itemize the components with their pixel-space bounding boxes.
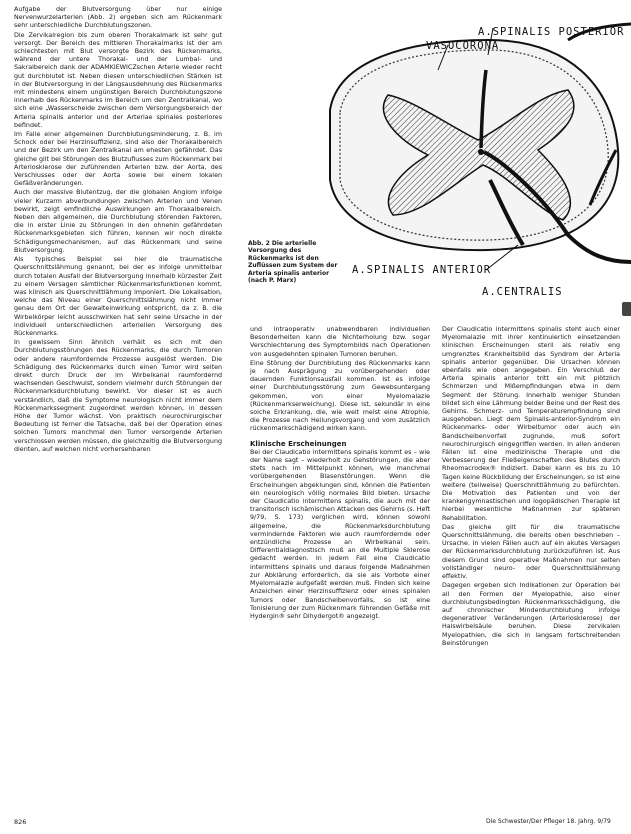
- paragraph: Aufgabe der Blutversorgung über nur einige Nervenwurzelarterien (Abb. 2) ergeben sich am Rückenmark sehr unterschiedliche Durchblutungszonen.: [14, 6, 222, 30]
- paragraph: Als typisches Beispiel sei hier die traumatische Querschnittslähmung genannt, bei der es infolge unmittelbar durch totalen Ausfall der Blutversorgung innerhalb kürzester Zeit zu einem Versagen sämtlicher Rückenmarksfunktionen kommt, was klinisch als Querschnittlähmung imponiert. Die Lokalisation, welche das Niveau einer Querschnittslähmung nicht immer genau dem Ort der Gewalteinwirkung entspricht, da z. B. die Wirbelkörper leicht ausschwirken hat sehr seine Ursache in der individuell unterschiedlichen arteriellen Versorgung des Rückenmarks.: [14, 256, 222, 337]
- label-vasocorona: VASOCORONA: [426, 40, 500, 52]
- paragraph: Bei der Claudicatio intermittens spinalis kommt es – wie der Name sagt – wiederholt zu Gehstörungen, die aber stets nach im Mittelpunkt können, wie manchmal vorübergehenden Blasenstörungen. Wenn die Erscheinungen abgeklungen sind, können die Patienten ein neurologisch völlig normales Bild bieten. Ursache der Claudicatio intermittens spinalis, die auch mit der transitorisch ischämischen Attacken des Gehirns (s. Heft 9/79, S. 173) verglichen wird, können sowohl allgemeine, die Rückenmarksdurchblutung vermindernde Faktoren wie auch raumfordernde oder entzündliche Prozesse an Wirbelkanal sein. Differentialdiagnostisch muß an die Multiple Sklerose gedacht werden. In jedem Fall eine Claudicatio intermittens spinalis und daraus folgende Maßnahmen zur Abklärung erforderlich, da sie als Vorbote einer Myelomalazie aufgefaßt werden muß. Finden sich keine Anzeichen einer Herzinsuffizienz oder eines spinalen Tumors oder Bandscheibenvorfalls, so ist eine Tonisierung der zum Rückenmark führenden Gefäße mit Hydergin® sehr Dihydergot® angezeigt.: [250, 448, 430, 620]
- paragraph: In gewissem Sinn ähnlich verhält es sich mit den Durchblutungsstörungen des Rückenmarks, die durch Tumoren oder andere raumfordernde Prozesse ausgelöst werden. Die Schädigung des Rückenmarks durch einen Tumor wird selten direkt durch Druck der im Wirbelkanal raumfordernd wachsenden Geschwulst, sondern vielmehr durch Störungen der Rückenmarksdurchblutung bewirkt. Vor dieser ist es auch verständlich, daß die Symptome neurologisch nicht immer dem Rückenmarkssegment zugeordnet werden können, in dessen Höhe der Tumor wächst. Von praktisch neurochirurgischer Bedeutung ist ferner die Tatsache, daß bei der Operation eines solchen Tumors manchmal den Tumor versorgende Arterien verschlossen werden müssen, die gleichzeitig die Blutversorgung dienten, auf welchen nicht vorhersehbaren: [14, 339, 222, 453]
- text-column-1: [14, 6, 222, 806]
- central-canal: [478, 149, 484, 155]
- paragraph: Dagegen ergeben sich Indikationen zur Operation bei all den Formen der Myelopathie, also einer durchblutungsbedingten Rückenmarksschädigung, die auf chronischer Minderdurchblutung infolge degenerativer Veränderungen (Arteriosklerose) der Halswirbelsäule beruhen. Diese zervikalen Myelopathien, die sich in langsam fortschreitenden Beinstörungen: [442, 582, 620, 647]
- page-tab-marker: [622, 302, 631, 316]
- paragraph: Das gleiche gilt für die traumatische Querschnittslähmung, die bereits oben beschrieben – Ursache. In vielen Fällen auch auf ein akutes Versagen der Rückenmarksdurchblutung zurückzuführen ist. Aus diesem Grund sind operative Maßnahmen nur selten vollständiger neuro- oder Querschnittslähmung effektiv.: [442, 523, 620, 581]
- paragraph: Der Claudicatio intermittens spinalis steht auch einer Myelomalazie mit ihrer kontinuierlich einsetzenden klinischen Erscheinungen steril als relativ eng umgrenztes Krankheitsbild das Syndrom der Arteria spinalis anterior gegenüber. Die Ursachen können ebenfalls wie oben angegeben. Ein Verschluß der Arteria spinalis anterior tritt ein mit plötzlich Schmerzen und Mißempfindungen etwa in dem Segment der Störung. Innerhalb weniger Stunden bildet sich eine Lähmung beider Beine und der Rest des Gehirns. Schmerz- und Temperaturempfindung sind ausgehoben. Liegt dem Spinalis-anterior-Syndrom ein Rückenmarks- oder Wirbeltumor oder auch ein Bandscheibenvorfall zugrunde, muß sofort neurochirurgisch eingegriffen werden. In allen anderen Fällen ist eine medizinische Therapie und die Verbesserung der Fließeigenschaften des Blutes durch Rheomacrodex® indiziert. Dabei kann es bis zu 10 Tagen keine Rückbildung der Erscheinungen, so ist eine weitere (teilweise) Querschnittlähmung zu befürchten. Die Motivation des Patienten und von der krankengymnastischen und logopädischen Therapie ist hierbei wesentliche Maßnahmen zur späteren Rehabilitation.: [442, 326, 620, 522]
- figure-caption: Abb. 2 Die arterielle Versorgung des Rückenmarks ist den Zuflüssen zum System der Arteria spinalis anterior (nach P. Marx): [248, 240, 338, 285]
- label-centralis: A.CENTRALIS: [482, 286, 563, 298]
- text-column-2: [250, 326, 430, 806]
- paragraph: und intraoperativ unabwendbaren individuellen Besonderheiten kann die Nichterholung bzw. sogar Verschlechterung des Symptombilds nach Operationen von ausgedehnten spinalen Tumoren beruhen.: [250, 326, 430, 358]
- page-number: 826: [14, 818, 27, 826]
- paragraph: Die Zervikalregion bis zum oberen Thorakalmark ist sehr gut versorgt. Der Bereich des mittleren Thorakalmarks ist der am schlechtesten mit Blut versorgte Bezirk des Rückenmarks, während der untere Thorakal- und der Lumbal- und Sakralbereich dank der ADAMKIEWICZschen Arterie wieder recht gut durchblutet ist. Neben diesen unterschiedlichen Stärken ist in der Blutversorgung in der Längsausdehnung des Rückenmarks mit mindestens einem ungünstigen Bereich Durchblutungszone innerhalb des Rückenmarks im Bereich um den Zentralkanal, wo sich eine „Wasserscheide zwischen dem Versorgungsbereich der Arteria spinalis anterior und der Arteriae spinales posteriores befindet.: [14, 31, 222, 129]
- journal-footer: Die Schwester/Der Pfleger 18. Jahrg. 9/79: [486, 818, 611, 825]
- label-posterior: A.SPINALIS POSTERIOR: [478, 26, 625, 38]
- label-anterior: A.SPINALIS ANTERIOR: [352, 264, 492, 276]
- paragraph: Eine Störung der Durchblutung des Rückenmarks kann je nach Ausprägung zu vorübergehenden oder dauernden Funktionsausfall kommen. Ist es infolge einer Durchblutungsstörung zum Gewebsuntergang gekommen, von einer Myelomalazie (Rückenmarkserweichung). Diese ist, sekundär in eine solche Erkrankung, die, wie weit meist eine Atrophie, die Prozesse nach Heilungsvorgang und vom zusätzlich rückenmarkschädigend wirken kann.: [250, 359, 430, 433]
- section-heading: Klinische Erscheinungen: [250, 439, 347, 448]
- paragraph: Auch der massive Blutentzug, der die globalen Angiom infolge vieler Kurzarm abverbundungen zwischen Arterien und Venen bewirkt, zeigt emfindliche Auswirkungen am Thorakalbereich. Neben den allgemeinen, die Durchblutung störenden Faktoren, die in erster Linie zu Störungen in den ohnehin gefährdeten Rückenmarksgebieten sich führen, kennen wir noch direkte Schädigungsmechanismen, auf das Rückenmark und seine Blutversorgung.: [14, 189, 222, 254]
- paragraph: Im Falle einer allgemeinen Durchblutungsminderung, z. B. im Schock oder bei Herzinsuffizienz, sind also der Thorakalbereich und der Bezirk um den Zentralkanal am ehesten gefährdet. Das gleiche gilt bei Störungen des Blutzuflusses zum Rückenmark bei Arteriosklerose der zuführenden Arterien bzw. der Aorta, des Verschlusses oder der Aorta sowie bei einem lokalen Gefäßveränderungen.: [14, 131, 222, 188]
- text-column-3: [442, 326, 620, 806]
